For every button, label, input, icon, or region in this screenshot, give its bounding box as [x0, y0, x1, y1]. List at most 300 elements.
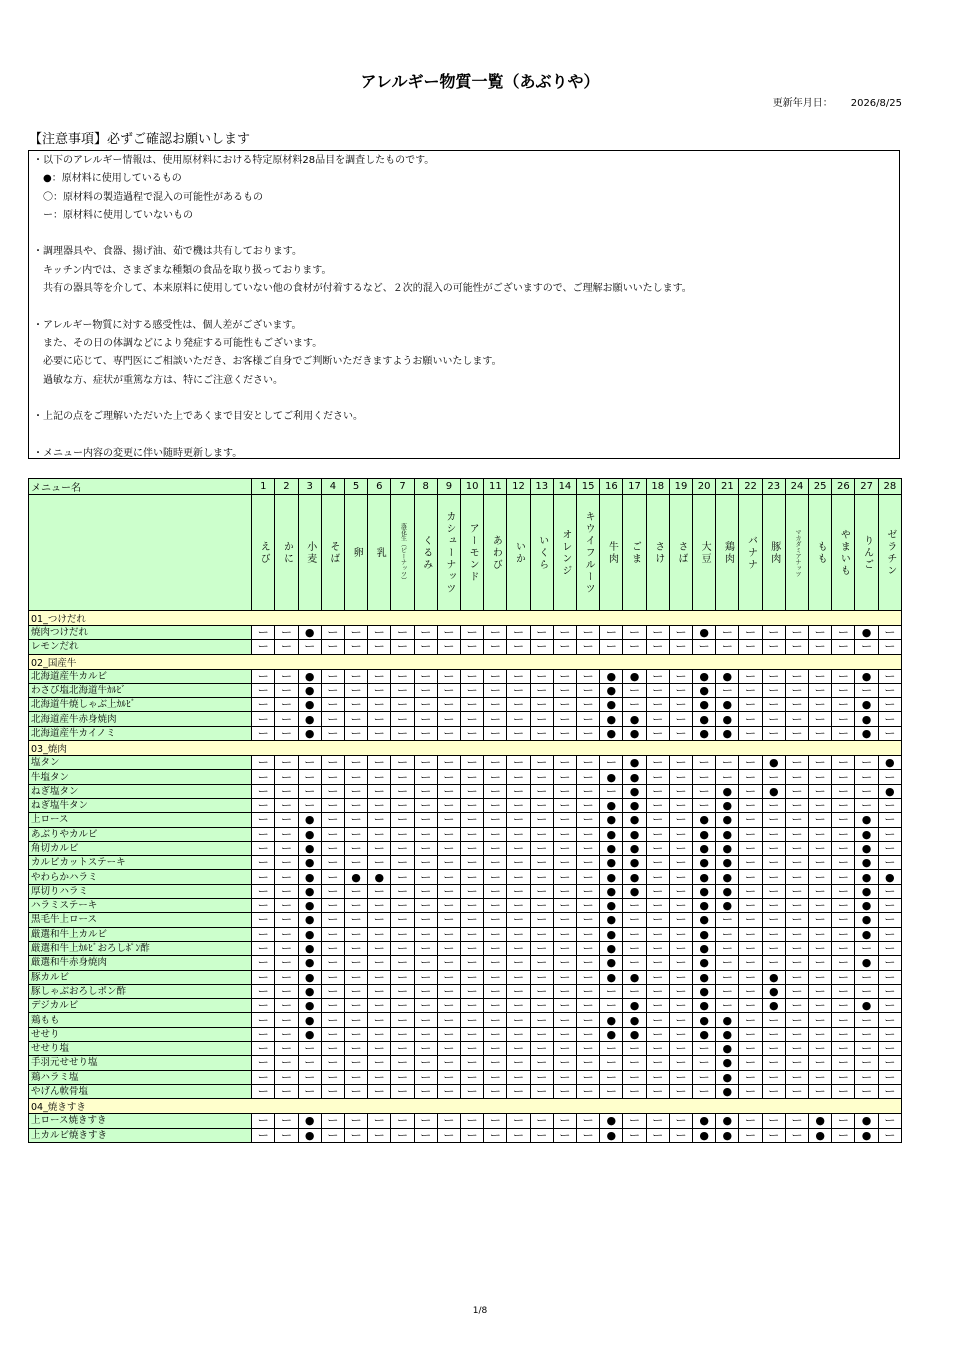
menu-name: わさび塩北海道牛ｶﾙﾋﾞ — [29, 683, 252, 697]
not-contained-mark: ー — [785, 941, 808, 955]
not-contained-mark: ー — [762, 827, 785, 841]
contains-mark: ● — [716, 1084, 739, 1098]
not-contained-mark: ー — [414, 1114, 437, 1128]
not-contained-mark: ー — [577, 1027, 600, 1041]
not-contained-mark: ー — [368, 726, 391, 740]
not-contained-mark: ー — [252, 1114, 275, 1128]
not-contained-mark: ー — [878, 927, 901, 941]
contains-mark: ● — [345, 870, 368, 884]
not-contained-mark: ー — [669, 927, 692, 941]
contains-mark: ● — [693, 1128, 716, 1142]
category-row — [29, 654, 902, 669]
not-contained-mark: ー — [878, 984, 901, 998]
allergen-name: いか — [513, 540, 525, 565]
not-contained-mark: ー — [600, 999, 623, 1013]
not-contained-mark: ー — [437, 669, 460, 683]
not-contained-mark: ー — [391, 827, 414, 841]
contains-mark: ● — [600, 899, 623, 913]
contains-mark: ● — [809, 1114, 832, 1128]
not-contained-mark: ー — [321, 698, 344, 712]
not-contained-mark: ー — [646, 770, 669, 784]
not-contained-mark: ー — [623, 626, 646, 640]
not-contained-mark: ー — [785, 1114, 808, 1128]
not-contained-mark: ー — [368, 856, 391, 870]
not-contained-mark: ー — [275, 884, 298, 898]
contains-mark: ● — [298, 726, 321, 740]
not-contained-mark: ー — [762, 913, 785, 927]
not-contained-mark: ー — [577, 941, 600, 955]
contains-mark: ● — [716, 1128, 739, 1142]
not-contained-mark: ー — [461, 1013, 484, 1027]
not-contained-mark: ー — [739, 884, 762, 898]
allergen-header — [368, 495, 391, 611]
not-contained-mark: ー — [530, 899, 553, 913]
not-contained-mark: ー — [252, 884, 275, 898]
not-contained-mark: ー — [484, 813, 507, 827]
not-contained-mark: ー — [252, 956, 275, 970]
menu-name: 豚しゃぶおろしポン酢 — [29, 984, 252, 998]
not-contained-mark: ー — [646, 913, 669, 927]
menu-name: 厳選和牛上ｶﾙﾋﾞおろしﾎﾟﾝ酢 — [29, 941, 252, 955]
menu-name: あぶりやカルビ — [29, 827, 252, 841]
menu-name-header: メニュー名 — [29, 479, 252, 495]
not-contained-mark: ー — [739, 683, 762, 697]
not-contained-mark: ー — [739, 1042, 762, 1056]
menu-name-header-blank — [29, 495, 252, 611]
not-contained-mark: ー — [252, 784, 275, 798]
not-contained-mark: ー — [832, 712, 855, 726]
not-contained-mark: ー — [321, 899, 344, 913]
contains-mark: ● — [693, 1027, 716, 1041]
not-contained-mark: ー — [809, 1042, 832, 1056]
not-contained-mark: ー — [484, 669, 507, 683]
contains-mark: ● — [623, 756, 646, 770]
not-contained-mark: ー — [646, 1070, 669, 1084]
not-contained-mark: ー — [530, 941, 553, 955]
allergen-number: 10 — [461, 479, 484, 495]
not-contained-mark: ー — [832, 927, 855, 941]
not-contained-mark: ー — [809, 669, 832, 683]
not-contained-mark: ー — [762, 956, 785, 970]
not-contained-mark: ー — [252, 669, 275, 683]
not-contained-mark: ー — [693, 798, 716, 812]
not-contained-mark: ー — [577, 813, 600, 827]
not-contained-mark: ー — [739, 712, 762, 726]
not-contained-mark: ー — [321, 1042, 344, 1056]
not-contained-mark: ー — [345, 984, 368, 998]
not-contained-mark: ー — [530, 870, 553, 884]
not-contained-mark: ー — [275, 770, 298, 784]
not-contained-mark: ー — [878, 1042, 901, 1056]
not-contained-mark: ー — [855, 798, 878, 812]
not-contained-mark: ー — [832, 899, 855, 913]
contains-mark: ● — [298, 669, 321, 683]
not-contained-mark: ー — [414, 884, 437, 898]
notice-line: ●：原材料に使用しているもの — [33, 173, 182, 185]
not-contained-mark: ー — [321, 999, 344, 1013]
not-contained-mark: ー — [507, 956, 530, 970]
not-contained-mark: ー — [252, 841, 275, 855]
not-contained-mark: ー — [530, 913, 553, 927]
not-contained-mark: ー — [321, 1128, 344, 1142]
not-contained-mark: ー — [809, 870, 832, 884]
contains-mark: ● — [298, 1013, 321, 1027]
not-contained-mark: ー — [739, 669, 762, 683]
not-contained-mark: ー — [553, 970, 576, 984]
not-contained-mark: ー — [530, 927, 553, 941]
contains-mark: ● — [716, 841, 739, 855]
allergen-name: もも — [815, 540, 827, 565]
not-contained-mark: ー — [832, 1056, 855, 1070]
not-contained-mark: ー — [785, 984, 808, 998]
not-contained-mark: ー — [739, 1027, 762, 1041]
not-contained-mark: ー — [252, 913, 275, 927]
not-contained-mark: ー — [437, 1042, 460, 1056]
contains-mark: ● — [298, 712, 321, 726]
not-contained-mark: ー — [437, 756, 460, 770]
allergen-header — [693, 495, 716, 611]
not-contained-mark: ー — [646, 970, 669, 984]
contains-mark: ● — [600, 927, 623, 941]
not-contained-mark: ー — [252, 1084, 275, 1098]
not-contained-mark: ー — [600, 984, 623, 998]
notice-line: ・以下のアレルギー情報は、使用原材料における特定原材料28品目を調査したものです。 — [33, 155, 435, 166]
not-contained-mark: ー — [878, 669, 901, 683]
contains-mark: ● — [600, 1114, 623, 1128]
table-row — [29, 1056, 902, 1070]
category-label: 01_つけだれ — [29, 611, 902, 626]
not-contained-mark: ー — [646, 1114, 669, 1128]
not-contained-mark: ー — [437, 984, 460, 998]
allergen-header — [809, 495, 832, 611]
not-contained-mark: ー — [785, 770, 808, 784]
contains-mark: ● — [623, 1013, 646, 1027]
not-contained-mark: ー — [669, 970, 692, 984]
page-title: アレルギー物質一覧（あぶりや） — [360, 72, 600, 91]
updated-date — [773, 94, 902, 109]
not-contained-mark: ー — [577, 626, 600, 640]
not-contained-mark: ー — [716, 683, 739, 697]
not-contained-mark: ー — [809, 841, 832, 855]
not-contained-mark: ー — [461, 640, 484, 654]
table-row — [29, 1027, 902, 1041]
not-contained-mark: ー — [345, 899, 368, 913]
not-contained-mark: ー — [530, 1042, 553, 1056]
not-contained-mark: ー — [577, 856, 600, 870]
allergen-name: カシューナッツ — [443, 510, 455, 595]
not-contained-mark: ー — [669, 956, 692, 970]
allergen-header — [600, 495, 623, 611]
not-contained-mark: ー — [507, 913, 530, 927]
not-contained-mark: ー — [762, 1013, 785, 1027]
not-contained-mark: ー — [414, 712, 437, 726]
not-contained-mark: ー — [275, 726, 298, 740]
not-contained-mark: ー — [646, 1056, 669, 1070]
not-contained-mark: ー — [600, 1056, 623, 1070]
not-contained-mark: ー — [577, 884, 600, 898]
contains-mark: ● — [693, 698, 716, 712]
not-contained-mark: ー — [553, 984, 576, 998]
not-contained-mark: ー — [345, 726, 368, 740]
not-contained-mark: ー — [252, 798, 275, 812]
not-contained-mark: ー — [321, 1084, 344, 1098]
allergen-header — [414, 495, 437, 611]
not-contained-mark: ー — [646, 841, 669, 855]
not-contained-mark: ー — [345, 956, 368, 970]
not-contained-mark: ー — [530, 640, 553, 654]
not-contained-mark: ー — [762, 626, 785, 640]
not-contained-mark: ー — [785, 1084, 808, 1098]
not-contained-mark: ー — [623, 1042, 646, 1056]
not-contained-mark: ー — [414, 1128, 437, 1142]
allergen-number: 16 — [600, 479, 623, 495]
not-contained-mark: ー — [577, 756, 600, 770]
not-contained-mark: ー — [530, 669, 553, 683]
not-contained-mark: ー — [461, 683, 484, 697]
not-contained-mark: ー — [507, 941, 530, 955]
not-contained-mark: ー — [530, 827, 553, 841]
allergen-header — [391, 495, 414, 611]
not-contained-mark: ー — [507, 756, 530, 770]
not-contained-mark: ー — [530, 1084, 553, 1098]
not-contained-mark: ー — [345, 913, 368, 927]
not-contained-mark: ー — [414, 841, 437, 855]
contains-mark: ● — [716, 1042, 739, 1056]
not-contained-mark: ー — [414, 698, 437, 712]
not-contained-mark: ー — [345, 712, 368, 726]
not-contained-mark: ー — [809, 798, 832, 812]
not-contained-mark: ー — [391, 756, 414, 770]
not-contained-mark: ー — [530, 999, 553, 1013]
not-contained-mark: ー — [646, 899, 669, 913]
not-contained-mark: ー — [437, 726, 460, 740]
not-contained-mark: ー — [484, 1013, 507, 1027]
not-contained-mark: ー — [484, 1114, 507, 1128]
contains-mark: ● — [693, 1013, 716, 1027]
table-row — [29, 956, 902, 970]
contains-mark: ● — [762, 984, 785, 998]
category-row — [29, 611, 902, 626]
notice-line: ・上記の点をご理解いただいた上であくまで目安としてご利用ください。 — [33, 411, 363, 423]
not-contained-mark: ー — [484, 698, 507, 712]
not-contained-mark: ー — [437, 798, 460, 812]
not-contained-mark: ー — [577, 1042, 600, 1056]
not-contained-mark: ー — [577, 984, 600, 998]
allergen-number: 4 — [321, 479, 344, 495]
not-contained-mark: ー — [739, 999, 762, 1013]
allergen-number: 12 — [507, 479, 530, 495]
not-contained-mark: ー — [275, 941, 298, 955]
not-contained-mark: ー — [437, 1027, 460, 1041]
contains-mark: ● — [855, 913, 878, 927]
not-contained-mark: ー — [809, 856, 832, 870]
table-row — [29, 1114, 902, 1128]
not-contained-mark: ー — [646, 827, 669, 841]
menu-name: 鶏もも — [29, 1013, 252, 1027]
not-contained-mark: ー — [437, 640, 460, 654]
not-contained-mark: ー — [321, 913, 344, 927]
category-label: 04_焼きすき — [29, 1099, 902, 1114]
not-contained-mark: ー — [507, 770, 530, 784]
not-contained-mark: ー — [878, 1084, 901, 1098]
contains-mark: ● — [878, 784, 901, 798]
contains-mark: ● — [716, 784, 739, 798]
not-contained-mark: ー — [832, 984, 855, 998]
allergen-header — [321, 495, 344, 611]
not-contained-mark: ー — [391, 683, 414, 697]
not-contained-mark: ー — [530, 956, 553, 970]
not-contained-mark: ー — [577, 698, 600, 712]
not-contained-mark: ー — [391, 1114, 414, 1128]
not-contained-mark: ー — [739, 798, 762, 812]
contains-mark: ● — [298, 999, 321, 1013]
not-contained-mark: ー — [577, 726, 600, 740]
not-contained-mark: ー — [484, 1084, 507, 1098]
not-contained-mark: ー — [275, 683, 298, 697]
not-contained-mark: ー — [437, 870, 460, 884]
not-contained-mark: ー — [553, 956, 576, 970]
not-contained-mark: ー — [716, 970, 739, 984]
contains-mark: ● — [716, 726, 739, 740]
not-contained-mark: ー — [809, 1027, 832, 1041]
not-contained-mark: ー — [646, 999, 669, 1013]
not-contained-mark: ー — [669, 726, 692, 740]
not-contained-mark: ー — [461, 1084, 484, 1098]
not-contained-mark: ー — [391, 1013, 414, 1027]
not-contained-mark: ー — [646, 941, 669, 955]
table-row — [29, 683, 902, 697]
not-contained-mark: ー — [600, 640, 623, 654]
not-contained-mark: ー — [832, 1084, 855, 1098]
allergen-header — [669, 495, 692, 611]
not-contained-mark: ー — [600, 1084, 623, 1098]
not-contained-mark: ー — [716, 770, 739, 784]
not-contained-mark: ー — [414, 899, 437, 913]
not-contained-mark: ー — [530, 856, 553, 870]
notice-line: また、その日の体調などにより発症する可能性もございます。 — [33, 337, 323, 349]
not-contained-mark: ー — [809, 756, 832, 770]
not-contained-mark: ー — [809, 1070, 832, 1084]
not-contained-mark: ー — [762, 813, 785, 827]
not-contained-mark: ー — [252, 899, 275, 913]
allergen-header — [739, 495, 762, 611]
not-contained-mark: ー — [437, 856, 460, 870]
not-contained-mark: ー — [530, 683, 553, 697]
not-contained-mark: ー — [553, 813, 576, 827]
not-contained-mark: ー — [507, 984, 530, 998]
contains-mark: ● — [762, 999, 785, 1013]
allergen-number: 25 — [809, 479, 832, 495]
not-contained-mark: ー — [321, 640, 344, 654]
not-contained-mark: ー — [832, 1128, 855, 1142]
contains-mark: ● — [693, 856, 716, 870]
not-contained-mark: ー — [298, 798, 321, 812]
not-contained-mark: ー — [461, 813, 484, 827]
not-contained-mark: ー — [553, 798, 576, 812]
allergen-name: りんご — [861, 534, 873, 571]
not-contained-mark: ー — [832, 756, 855, 770]
not-contained-mark: ー — [275, 927, 298, 941]
not-contained-mark: ー — [530, 698, 553, 712]
not-contained-mark: ー — [298, 640, 321, 654]
not-contained-mark: ー — [391, 927, 414, 941]
not-contained-mark: ー — [785, 798, 808, 812]
not-contained-mark: ー — [646, 726, 669, 740]
contains-mark: ● — [716, 1114, 739, 1128]
contains-mark: ● — [855, 712, 878, 726]
not-contained-mark: ー — [553, 999, 576, 1013]
menu-name: 焼肉つけだれ — [29, 626, 252, 640]
not-contained-mark: ー — [507, 1042, 530, 1056]
notice-line — [33, 390, 899, 408]
contains-mark: ● — [298, 683, 321, 697]
not-contained-mark: ー — [484, 726, 507, 740]
contains-mark: ● — [878, 870, 901, 884]
allergen-number: 5 — [345, 479, 368, 495]
not-contained-mark: ー — [669, 1128, 692, 1142]
contains-mark: ● — [623, 999, 646, 1013]
not-contained-mark: ー — [484, 1128, 507, 1142]
not-contained-mark: ー — [809, 899, 832, 913]
allergen-header — [623, 495, 646, 611]
not-contained-mark: ー — [693, 770, 716, 784]
not-contained-mark: ー — [785, 1070, 808, 1084]
not-contained-mark: ー — [693, 1070, 716, 1084]
menu-name: 北海道産牛カイノミ — [29, 726, 252, 740]
not-contained-mark: ー — [669, 770, 692, 784]
menu-name: レモンだれ — [29, 640, 252, 654]
allergen-number: 15 — [577, 479, 600, 495]
not-contained-mark: ー — [600, 626, 623, 640]
not-contained-mark: ー — [646, 798, 669, 812]
category-label: 02_国産牛 — [29, 654, 902, 669]
not-contained-mark: ー — [762, 1114, 785, 1128]
not-contained-mark: ー — [739, 1070, 762, 1084]
not-contained-mark: ー — [321, 770, 344, 784]
menu-name: 北海道牛焼しゃぶ上ｶﾙﾋﾞ — [29, 698, 252, 712]
contains-mark: ● — [600, 870, 623, 884]
not-contained-mark: ー — [437, 827, 460, 841]
not-contained-mark: ー — [321, 683, 344, 697]
not-contained-mark: ー — [368, 884, 391, 898]
not-contained-mark: ー — [414, 626, 437, 640]
not-contained-mark: ー — [461, 913, 484, 927]
not-contained-mark: ー — [739, 1013, 762, 1027]
menu-name: 豚カルビ — [29, 970, 252, 984]
contains-mark: ● — [693, 956, 716, 970]
contains-mark: ● — [600, 1128, 623, 1142]
contains-mark: ● — [298, 941, 321, 955]
menu-name: デジカルビ — [29, 999, 252, 1013]
not-contained-mark: ー — [391, 712, 414, 726]
not-contained-mark: ー — [414, 1070, 437, 1084]
not-contained-mark: ー — [368, 640, 391, 654]
not-contained-mark: ー — [785, 698, 808, 712]
contains-mark: ● — [623, 784, 646, 798]
not-contained-mark: ー — [785, 1013, 808, 1027]
allergen-number: 8 — [414, 479, 437, 495]
not-contained-mark: ー — [600, 756, 623, 770]
contains-mark: ● — [693, 870, 716, 884]
table-row — [29, 798, 902, 812]
not-contained-mark: ー — [530, 1128, 553, 1142]
not-contained-mark: ー — [878, 640, 901, 654]
not-contained-mark: ー — [553, 756, 576, 770]
not-contained-mark: ー — [391, 698, 414, 712]
not-contained-mark: ー — [321, 870, 344, 884]
allergen-name: マカダミアナッツ — [793, 528, 801, 577]
not-contained-mark: ー — [345, 1070, 368, 1084]
